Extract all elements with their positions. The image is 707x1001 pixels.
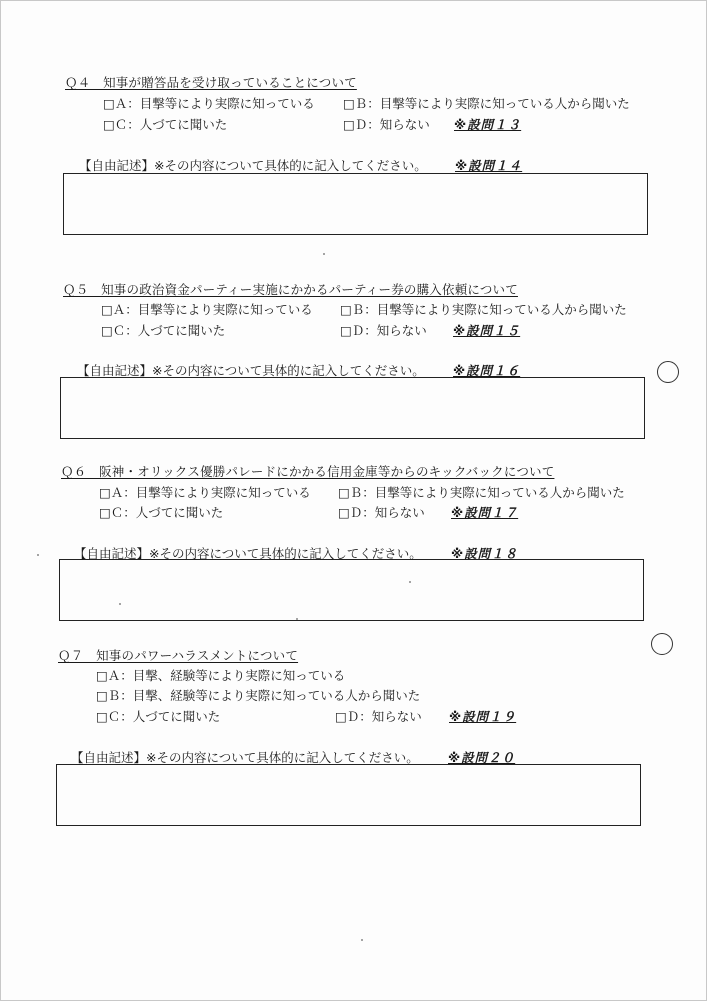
free-text-reference: ※設問１４ — [455, 158, 523, 173]
option-b[interactable]: □Ｂ：目撃等により実際に知っている人から聞いた — [343, 96, 630, 111]
option-c[interactable]: □Ｃ：人づてに聞いた — [103, 117, 228, 132]
question-title: Ｑ４ 知事が贈答品を受け取っていることについて — [65, 75, 357, 90]
option-d[interactable]: □Ｄ：知らない — [343, 117, 430, 132]
scan-speck — [323, 253, 325, 255]
question-reference: ※設問１５ — [453, 323, 521, 338]
option-d[interactable]: □Ｄ：知らない — [340, 323, 427, 338]
free-text-answer-box[interactable] — [59, 559, 644, 621]
question-title: Ｑ７ 知事のパワーハラスメントについて — [58, 648, 299, 663]
scan-speck — [119, 603, 121, 605]
free-text-reference: ※設問２０ — [448, 750, 516, 765]
scan-speck — [296, 618, 298, 620]
option-c[interactable]: □Ｃ：人づてに聞いた — [99, 505, 224, 520]
free-text-reference: ※設問１６ — [453, 363, 521, 378]
scan-speck — [37, 554, 39, 556]
option-b[interactable]: □Ｂ：目撃等により実際に知っている人から聞いた — [338, 485, 625, 500]
question-title: Ｑ６ 阪神・オリックス優勝パレードにかかる信用金庫等からのキックバックについて — [61, 464, 555, 479]
free-text-reference: ※設問１８ — [451, 546, 519, 561]
free-text-label: 【自由記述】※その内容について具体的に記入してください。 — [74, 546, 422, 561]
free-text-answer-box[interactable] — [63, 173, 648, 235]
option-a[interactable]: □Ａ：目撃等により実際に知っている — [101, 302, 313, 317]
option-c[interactable]: □Ｃ：人づてに聞いた — [96, 709, 221, 724]
free-text-answer-box[interactable] — [60, 377, 645, 439]
free-text-label: 【自由記述】※その内容について具体的に記入してください。 — [71, 750, 419, 765]
option-c[interactable]: □Ｃ：人づてに聞いた — [101, 323, 226, 338]
option-a[interactable]: □Ａ：目撃、経験等により実際に知っている — [96, 668, 346, 683]
option-b[interactable]: □Ｂ：目撃、経験等により実際に知っている人から聞いた — [96, 688, 421, 703]
option-b[interactable]: □Ｂ：目撃等により実際に知っている人から聞いた — [340, 302, 627, 317]
free-text-label: 【自由記述】※その内容について具体的に記入してください。 — [77, 363, 425, 378]
handwritten-circle-mark — [651, 633, 673, 655]
handwritten-circle-mark — [657, 361, 679, 383]
option-a[interactable]: □Ａ：目撃等により実際に知っている — [99, 485, 311, 500]
free-text-label: 【自由記述】※その内容について具体的に記入してください。 — [79, 158, 427, 173]
option-d[interactable]: □Ｄ：知らない — [338, 505, 425, 520]
question-reference: ※設問１３ — [454, 117, 522, 132]
question-reference: ※設問１７ — [451, 505, 519, 520]
scan-speck — [361, 939, 363, 941]
free-text-answer-box[interactable] — [56, 764, 641, 826]
question-reference: ※設問１９ — [449, 709, 517, 724]
option-a[interactable]: □Ａ：目撃等により実際に知っている — [103, 96, 315, 111]
option-d[interactable]: □Ｄ：知らない — [335, 709, 422, 724]
scan-speck — [409, 581, 411, 583]
question-title: Ｑ５ 知事の政治資金パーティー実施にかかるパーティー券の購入依頼について — [63, 282, 518, 297]
